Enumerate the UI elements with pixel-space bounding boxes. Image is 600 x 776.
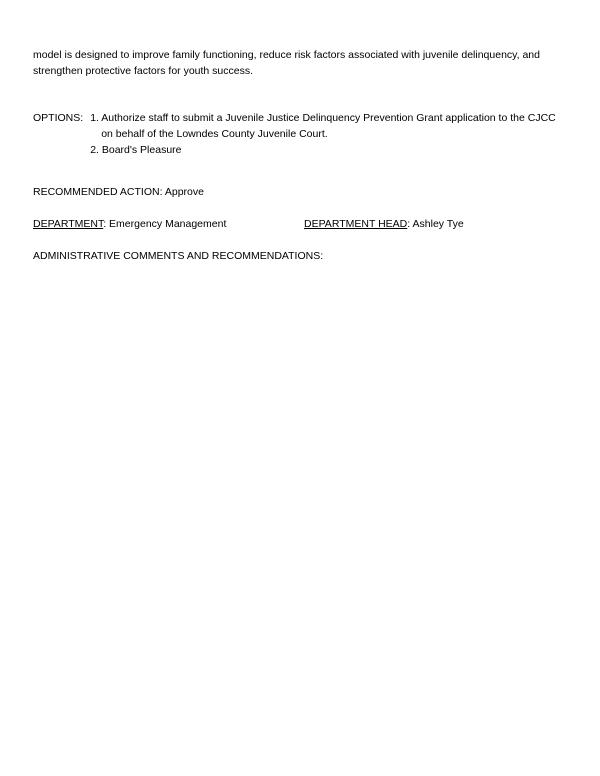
department-label: DEPARTMENT — [33, 218, 104, 230]
department-row — [33, 216, 568, 232]
department-field — [33, 216, 226, 232]
option-item-1: 1. Authorize staff to submit a Juvenile Justice Delinquency Prevention Grant application to the CJCC — [90, 112, 556, 124]
options-list — [90, 110, 556, 158]
options-label: OPTIONS: — [33, 112, 84, 124]
options-block — [33, 110, 568, 158]
department-head-field — [304, 216, 464, 232]
department-value: : Emergency Management — [103, 218, 227, 230]
intro-paragraph: model is designed to improve family functioning, reduce risk factors associated with juvenile delinquency, and strengthen protective factors for youth success. — [33, 49, 540, 77]
recommended-action: RECOMMENDED ACTION: Approve — [33, 186, 204, 198]
administrative-comments-heading: ADMINISTRATIVE COMMENTS AND RECOMMENDATIONS: — [33, 250, 324, 262]
document-body — [33, 47, 568, 264]
option-item-2: 2. Board's Pleasure — [90, 144, 182, 156]
department-head-value: : Ashley Tye — [407, 218, 464, 230]
department-head-label: DEPARTMENT HEAD — [304, 218, 408, 230]
option-item-1-continuation: on behalf of the Lowndes County Juvenile Court. — [101, 128, 328, 140]
